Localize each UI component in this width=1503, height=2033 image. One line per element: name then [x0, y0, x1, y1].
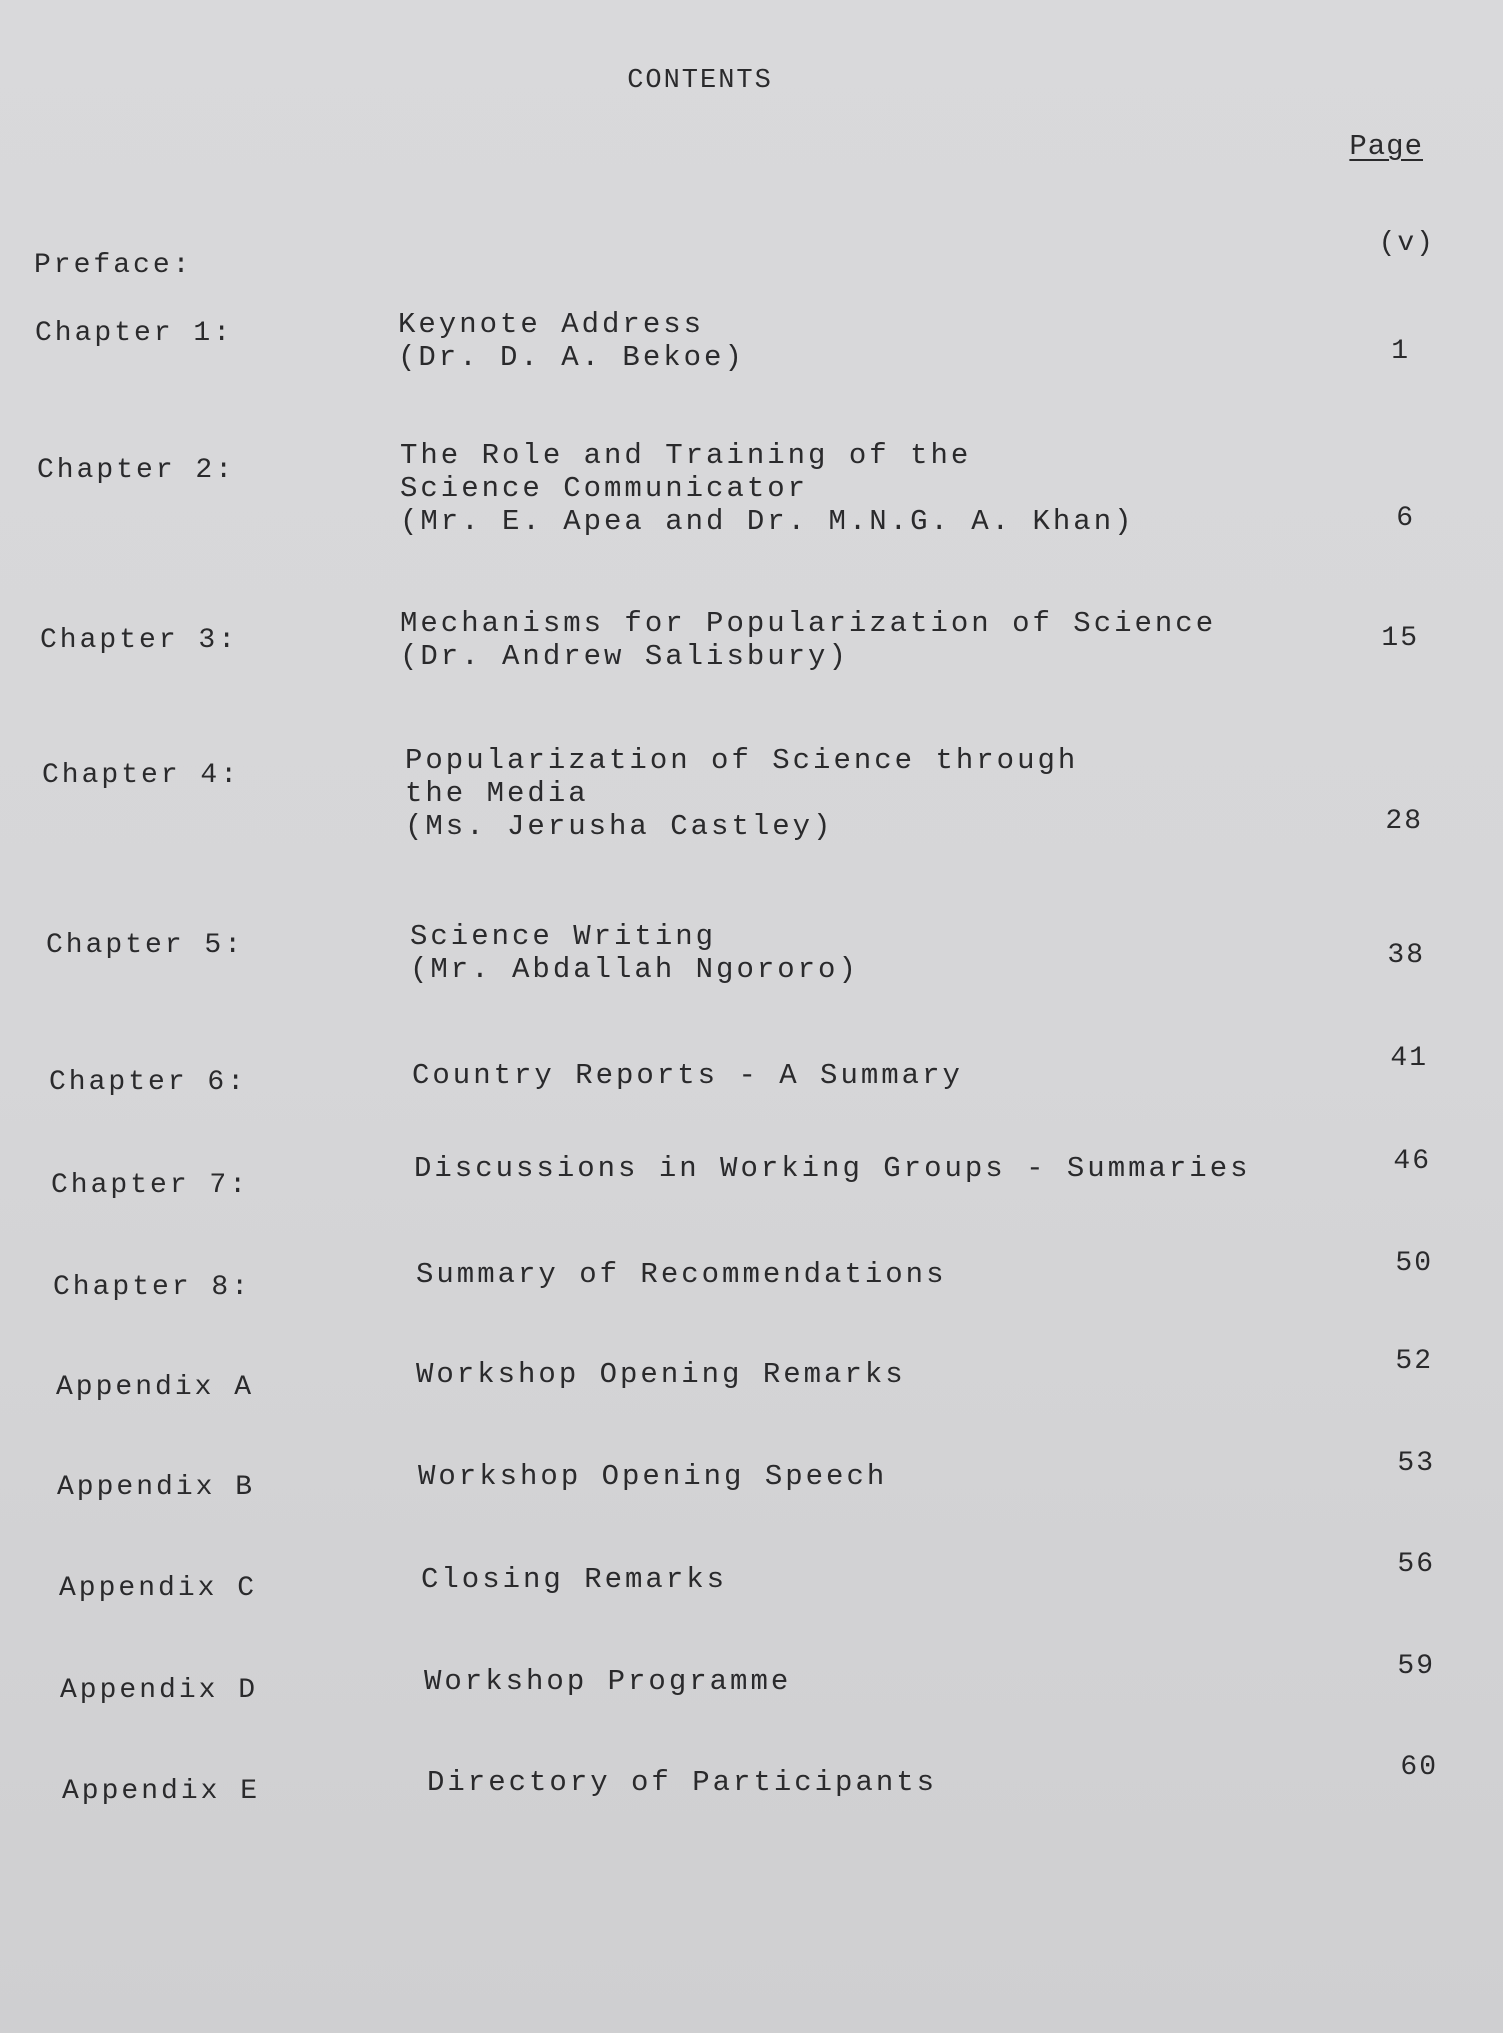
entry-page: 1 [1391, 336, 1410, 367]
entry-page: 6 [1396, 503, 1415, 534]
entry-title-line: Closing Remarks [421, 1563, 728, 1596]
entry-page: 41 [1390, 1043, 1428, 1074]
entry-title-line: Summary of Recommendations [416, 1258, 947, 1291]
entry-title-line: The Role and Training of the [400, 439, 972, 472]
entry-title [400, 607, 1216, 673]
entry-title-line: (Dr. D. A. Bekoe) [398, 341, 745, 374]
entry-page: (v) [1378, 228, 1435, 259]
entry-label: Chapter 1: [35, 318, 234, 349]
entry-label: Chapter 2: [37, 455, 236, 486]
entry-title [400, 439, 1135, 538]
entry-title-line: Country Reports - A Summary [412, 1059, 963, 1092]
entry-title [414, 1152, 1251, 1185]
page-column-heading: Page [1349, 130, 1423, 163]
entry-title-line: the Media [405, 777, 589, 810]
entry-label: Appendix D [60, 1675, 259, 1706]
entry-page: 52 [1395, 1346, 1433, 1377]
entry-page: 50 [1395, 1248, 1433, 1279]
entry-title [412, 1059, 963, 1092]
entry-title-line: (Ms. Jerusha Castley) [405, 810, 834, 843]
entry-title-line: Workshop Opening Speech [418, 1460, 888, 1493]
entry-title-line: Discussions in Working Groups - Summaries [414, 1152, 1251, 1185]
entry-label: Preface: [34, 250, 193, 281]
entry-page: 56 [1397, 1549, 1435, 1580]
entry-title [410, 920, 859, 986]
entry-page: 38 [1387, 940, 1425, 971]
entry-label: Appendix A [56, 1372, 255, 1403]
entry-title-line: Science Communicator [400, 472, 809, 505]
entry-label: Chapter 4: [42, 760, 241, 791]
entry-label: Appendix B [57, 1472, 256, 1503]
entry-label: Chapter 5: [46, 930, 245, 961]
entry-page: 59 [1397, 1651, 1435, 1682]
entry-label: Chapter 6: [49, 1067, 248, 1098]
entry-label: Appendix C [59, 1573, 258, 1604]
entry-title-line: Science Writing [410, 920, 717, 953]
entry-page: 15 [1381, 623, 1419, 654]
entry-title [405, 744, 1078, 843]
entry-title-line: Workshop Opening Remarks [416, 1358, 906, 1391]
entry-title-line: (Mr. E. Apea and Dr. M.N.G. A. Khan) [400, 505, 1135, 538]
entry-title [427, 1766, 937, 1799]
entry-label: Chapter 8: [53, 1272, 252, 1303]
entry-title-line: Workshop Programme [424, 1665, 792, 1698]
entry-title-line: Popularization of Science through [405, 744, 1079, 777]
entry-page: 60 [1400, 1752, 1438, 1783]
entry-title-line: (Dr. Andrew Salisbury) [400, 640, 849, 673]
entry-title [416, 1258, 946, 1291]
page-title: CONTENTS [627, 66, 773, 96]
entry-title-line: Directory of Participants [427, 1766, 938, 1799]
entry-page: 28 [1385, 806, 1423, 837]
entry-page: 46 [1393, 1146, 1431, 1177]
entry-title [418, 1460, 887, 1493]
entry-title-line: Keynote Address [398, 308, 705, 341]
entry-label: Chapter 3: [40, 625, 239, 656]
entry-label: Chapter 7: [51, 1170, 250, 1201]
entry-title [421, 1563, 727, 1596]
entry-title [398, 308, 745, 374]
entry-title [424, 1665, 791, 1698]
entry-title [416, 1358, 906, 1391]
entry-page: 53 [1397, 1448, 1435, 1479]
entry-title-line: (Mr. Abdallah Ngororo) [410, 953, 859, 986]
entry-title-line: Mechanisms for Popularization of Science [400, 607, 1217, 640]
entry-label: Appendix E [62, 1776, 261, 1807]
